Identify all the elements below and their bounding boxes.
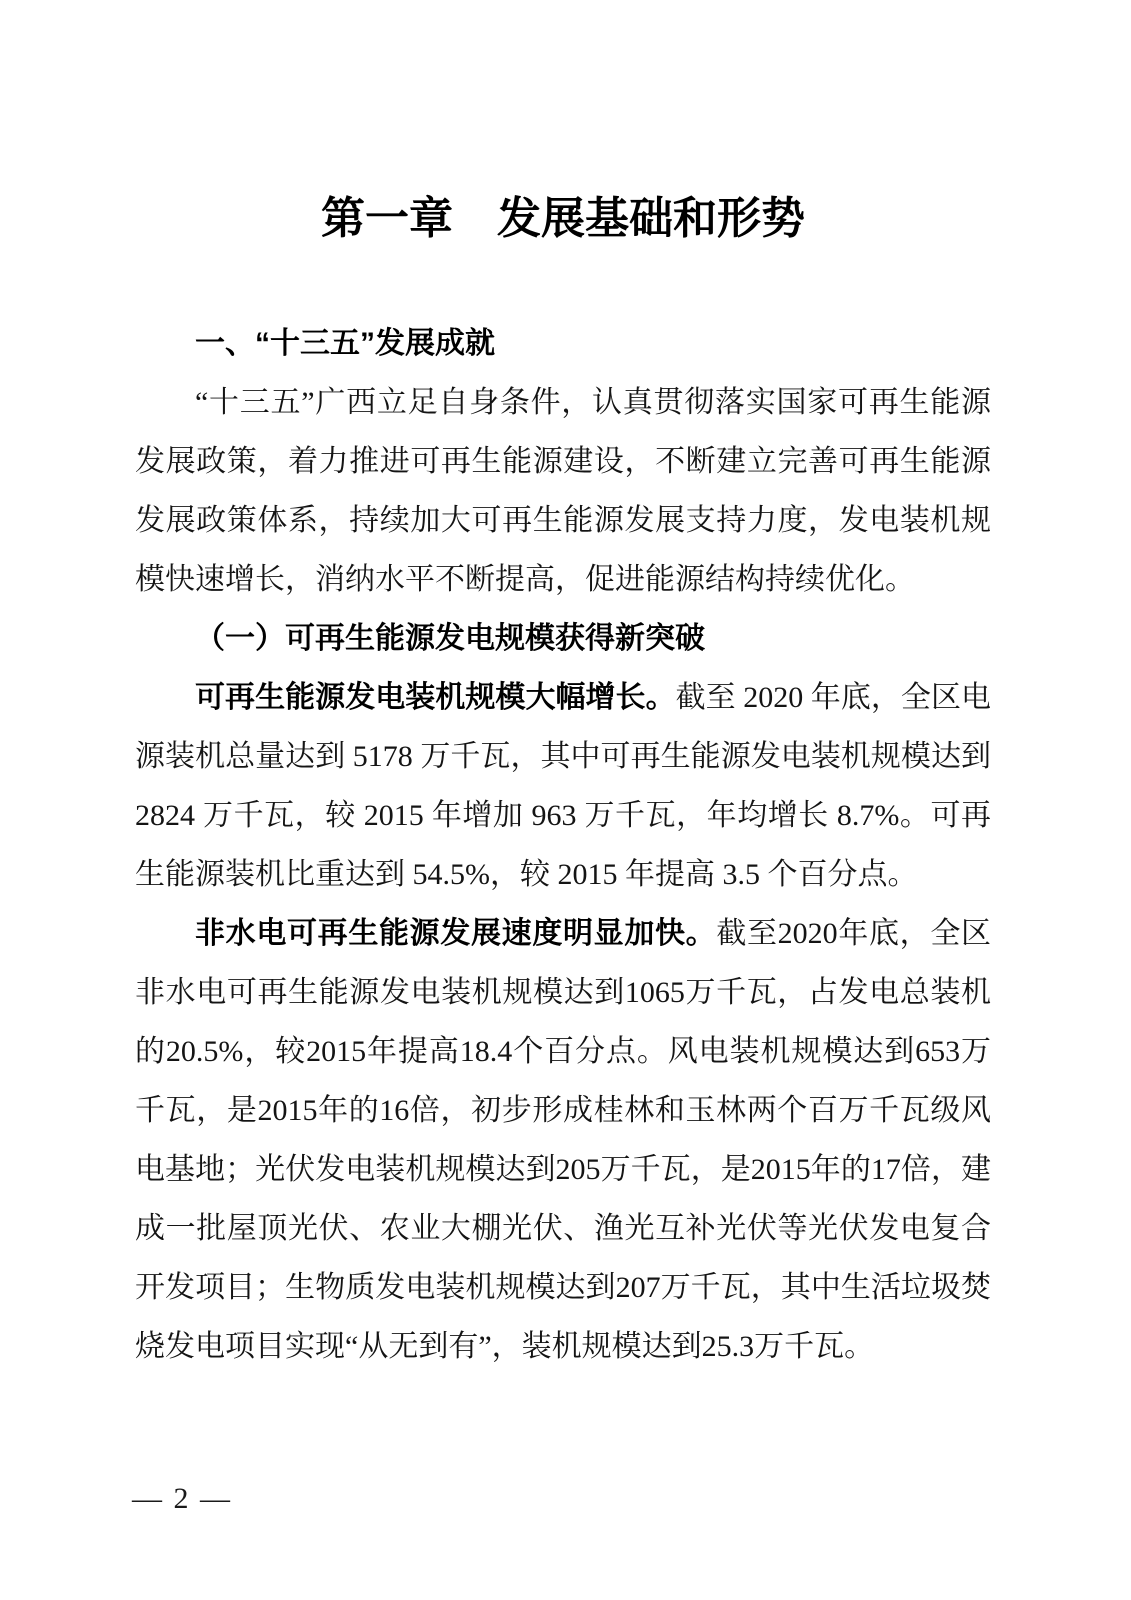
section-heading: 一、“十三五”发展成就 (195, 327, 495, 360)
chapter-title: 第一章 发展基础和形势 (321, 194, 805, 243)
page-content (135, 186, 991, 1376)
intro-paragraph: “十三五”广西立足自身条件，认真贯彻落实国家可再生能源发展政策，着力推进可再生能源建设，不断建立完善可再生能源发展政策体系，持续加大可再生能源发展支持力度，发电装机规模快速增长，消纳水平不断提高，促进能源结构持续优化。 (135, 386, 991, 596)
renewable-scale-paragraph (135, 668, 991, 904)
nonhydro-body: 截至2020年底，全区非水电可再生能源发电装机规模达到1065万千瓦，占发电总装机的20.5%，较2015年提高18.4个百分点。风电装机规模达到653万千瓦，是2015年的16倍，初步形成桂林和玉林两个百万千瓦级风电基地；光伏发电装机规模达到205万千瓦，是2015年的17倍，建成一批屋顶光伏、农业大棚光伏、渔光互补光伏等光伏发电复合开发项目；生物质发电装机规模达到207万千瓦，其中生活垃圾焚烧发电项目实现“从无到有”，装机规模达到25.3万千瓦。 (135, 917, 992, 1363)
subsection-heading: （一）可再生能源发电规模获得新突破 (195, 622, 705, 655)
page-number: — 2 — (132, 1482, 232, 1515)
renewable-scale-lead: 可再生能源发电装机规模大幅增长。 (195, 681, 676, 714)
nonhydro-paragraph (135, 904, 991, 1376)
nonhydro-lead: 非水电可再生能源发展速度明显加快。 (195, 917, 717, 950)
renewable-scale-body: 截至 2020 年底，全区电源装机总量达到 5178 万千瓦，其中可再生能源发电装机规模达到 2824 万千瓦，较 2015 年增加 963 万千瓦，年均增长 8.7%。可再生能源装机比重达到 54.5%，较 2015 年提高 3.5 个百分点。 (135, 681, 992, 891)
